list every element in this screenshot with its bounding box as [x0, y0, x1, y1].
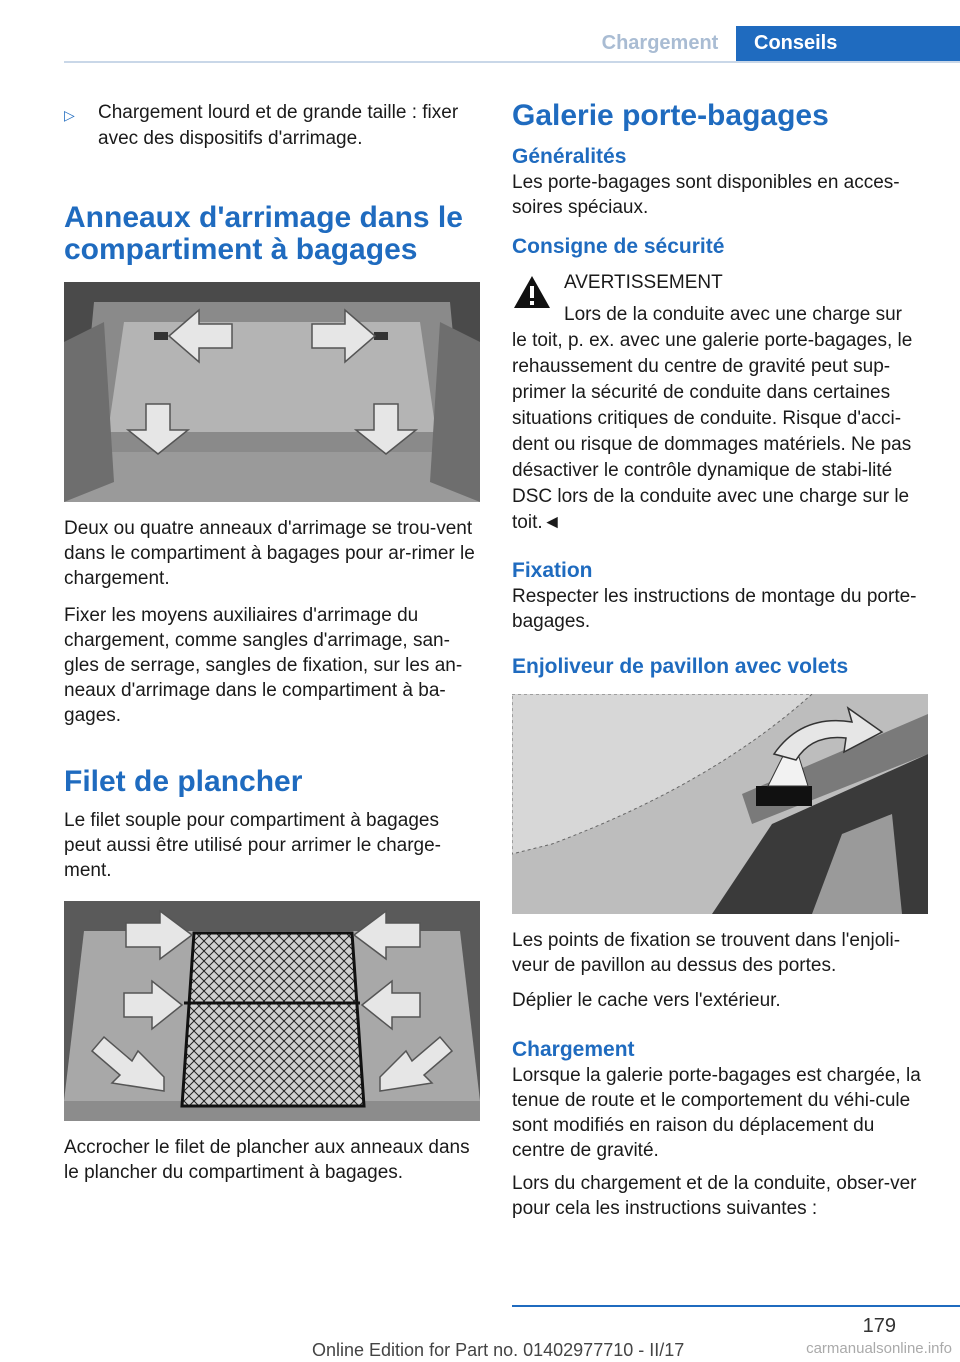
- tab-chapter-conseils: Conseils: [736, 26, 960, 62]
- floor-net-figure: [64, 901, 480, 1121]
- trunk-anchor-illustration: [64, 282, 480, 502]
- chargement-paragraph-1: Lorsque la galerie porte-bagages est chargée, la tenue de route et le comportement du véhi-cule sont modifiés en raison du déplacement du centre de gravité.: [512, 1065, 921, 1161]
- left-column: [64, 100, 480, 1185]
- warning-title: AVERTISSEMENT: [564, 272, 723, 293]
- generalites-paragraph: Les porte-bagages sont disponibles en acces-soires spéciaux.: [512, 172, 900, 218]
- subheading-fixation: Fixation: [512, 559, 593, 582]
- page-header: [0, 0, 960, 64]
- bullet-item: [64, 100, 480, 152]
- edition-line: Online Edition for Part no. 01402977710 - II/17: [312, 1340, 685, 1360]
- anneaux-paragraph-1: Deux ou quatre anneaux d'arrimage se trou-vent dans le compartiment à bagages pour ar-rimer le chargement.: [64, 518, 475, 589]
- enjoliveur-paragraph-1: Les points de fixation se trouvent dans l'enjoli-veur de pavillon au dessus des portes.: [512, 930, 901, 976]
- triangle-right-outline-icon: ▷: [64, 107, 75, 123]
- watermark: carmanualsonline.info: [806, 1340, 952, 1357]
- heading-anneaux-arrimage: Anneaux d'arrimage dans le compartiment à bagages: [64, 201, 463, 266]
- warning-block: [512, 270, 928, 328]
- subheading-enjoliveur: Enjoliveur de pavillon avec volets: [512, 655, 849, 678]
- fixation-paragraph: Respecter les instructions de montage du porte-bagages.: [512, 586, 917, 632]
- heading-filet-plancher: Filet de plancher: [64, 765, 303, 798]
- roof-trim-figure: [512, 694, 928, 914]
- page-number: 179: [862, 1315, 896, 1337]
- trunk-anchor-figure: [64, 282, 480, 502]
- roof-trim-illustration: [512, 694, 928, 914]
- right-column: [512, 100, 928, 1221]
- floor-net-illustration: [64, 901, 480, 1121]
- enjoliveur-paragraph-2: Déplier le cache vers l'extérieur.: [512, 990, 781, 1011]
- subheading-generalites: Généralités: [512, 145, 627, 168]
- warning-text: le toit, p. ex. avec une galerie porte-bagages, le rehaussement du centre de gravité peut sup-primer la sécurité de conduite dans certaines situations critiques de conduite. Risque d'acci-dent ou risque de dommages matériels. Ne pas désactiver le contrôle dynamique de stabi-lité DSC lors de la conduite avec une charge sur le toit.◄: [512, 330, 913, 533]
- footer-divider: [512, 1305, 960, 1307]
- subheading-chargement: Chargement: [512, 1038, 635, 1061]
- tab-section-chargement: Chargement: [601, 32, 719, 54]
- subheading-consigne-securite: Consigne de sécurité: [512, 235, 725, 258]
- anneaux-paragraph-2: Fixer les moyens auxiliaires d'arrimage du chargement, comme sangles d'arrimage, san-gles de serrage, sangles de fixation, sur les an-neaux d'arrimage dans le compartiment à ba-gages.: [64, 605, 463, 726]
- header-divider: [64, 61, 960, 63]
- warning-first-line: Lors de la conduite avec une charge sur: [564, 304, 902, 325]
- bullet-text: Chargement lourd et de grande taille : fixer avec des dispositifs d'arrimage.: [98, 102, 459, 149]
- heading-galerie-porte-bagages: Galerie porte-bagages: [512, 99, 829, 132]
- filet-paragraph-2: Accrocher le filet de plancher aux anneaux dans le plancher du compartiment à bagages.: [64, 1137, 470, 1183]
- filet-paragraph-1: Le filet souple pour compartiment à bagages peut aussi être utilisé pour arrimer le charge-ment.: [64, 810, 442, 881]
- chargement-paragraph-2: Lors du chargement et de la conduite, obser-ver pour cela les instructions suivantes :: [512, 1173, 917, 1219]
- warning-triangle-icon: [512, 274, 552, 310]
